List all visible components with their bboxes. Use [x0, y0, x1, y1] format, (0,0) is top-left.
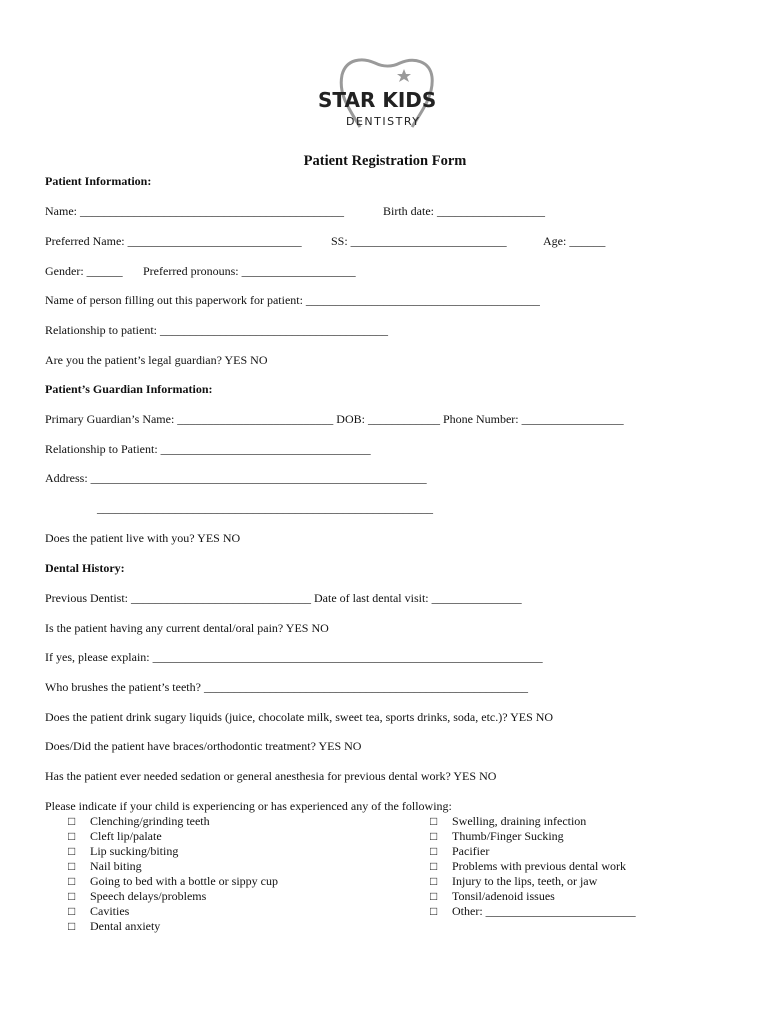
- logo-text: STAR KIDS: [318, 88, 437, 112]
- checklist-item[interactable]: [430, 874, 636, 889]
- checklist-label: Going to bed with a bottle or sippy cup: [90, 874, 278, 888]
- checklist-label: Problems with previous dental work: [452, 859, 626, 873]
- checklist-item[interactable]: [430, 829, 636, 844]
- checklist-item[interactable]: [68, 919, 278, 934]
- form-title: Patient Registration Form: [303, 153, 467, 169]
- checklist-label: Lip sucking/biting: [90, 844, 179, 858]
- checkbox-icon[interactable]: □: [430, 844, 438, 858]
- checklist-item[interactable]: [430, 859, 636, 874]
- checklist-label: Cleft lip/palate: [90, 829, 162, 843]
- section-dental-history: Dental History:: [45, 561, 125, 575]
- checklist-label: Speech delays/problems: [90, 889, 207, 903]
- checkbox-icon[interactable]: □: [430, 874, 438, 888]
- birth-date-field[interactable]: Birth date: __________________: [383, 204, 545, 218]
- live-with-question[interactable]: Does the patient live with you? YES NO: [45, 531, 241, 545]
- legal-guardian-question[interactable]: Are you the patient’s legal guardian? YES NO: [45, 353, 268, 367]
- sugary-question[interactable]: Does the patient drink sugary liquids (juice, chocolate milk, sweet tea, sports drinks, soda, etc.)? YES NO: [45, 710, 554, 724]
- address-field[interactable]: Address: ________________________________________________________: [45, 471, 427, 485]
- checklist-label: Clenching/grinding teeth: [90, 814, 210, 828]
- checkbox-icon[interactable]: □: [68, 814, 76, 828]
- logo-subtext: DENTISTRY: [346, 115, 421, 128]
- checklist-label: Tonsil/adenoid issues: [452, 889, 555, 903]
- checklist-item[interactable]: [68, 874, 278, 889]
- checklist-item[interactable]: [430, 844, 636, 859]
- checklist-item[interactable]: [68, 844, 278, 859]
- indicate-instruction: Please indicate if your child is experiencing or has experienced any of the following:: [45, 799, 452, 813]
- checkbox-icon[interactable]: □: [68, 829, 76, 843]
- checklist-item[interactable]: [68, 814, 278, 829]
- checkbox-icon[interactable]: □: [68, 844, 76, 858]
- name-field[interactable]: Name: ____________________________________________: [45, 204, 344, 218]
- checkbox-icon[interactable]: □: [430, 814, 438, 828]
- checklist-item[interactable]: [430, 814, 636, 829]
- relationship-field[interactable]: Relationship to patient: ______________________________________: [45, 323, 388, 337]
- section-patient-info: Patient Information:: [45, 174, 152, 188]
- gender-field[interactable]: Gender: ______: [45, 264, 123, 278]
- checkbox-icon[interactable]: □: [68, 889, 76, 903]
- braces-question[interactable]: Does/Did the patient have braces/orthodontic treatment? YES NO: [45, 739, 362, 753]
- preferred-name-field[interactable]: Preferred Name: _____________________________: [45, 234, 302, 248]
- checklist-label: Swelling, draining infection: [452, 814, 587, 828]
- checklist-left: [68, 814, 278, 934]
- checklist-right: [430, 814, 636, 919]
- section-guardian-info: Patient’s Guardian Information:: [45, 382, 213, 396]
- address-line-2[interactable]: ________________________________________________________: [97, 501, 433, 515]
- checklist-item[interactable]: [68, 889, 278, 904]
- sedation-question[interactable]: Has the patient ever needed sedation or general anesthesia for previous dental work? YES NO: [45, 769, 497, 783]
- checklist-label: Dental anxiety: [90, 919, 161, 933]
- checklist-item[interactable]: [68, 829, 278, 844]
- checklist-item[interactable]: [430, 904, 636, 919]
- checkbox-icon[interactable]: □: [430, 904, 438, 918]
- checkbox-icon[interactable]: □: [430, 859, 438, 873]
- checkbox-icon[interactable]: □: [68, 859, 76, 873]
- checklist-label: Nail biting: [90, 859, 142, 873]
- checkbox-icon[interactable]: □: [68, 874, 76, 888]
- checklist-item[interactable]: [68, 904, 278, 919]
- checkbox-icon[interactable]: □: [430, 829, 438, 843]
- checkbox-icon[interactable]: □: [68, 904, 76, 918]
- pronouns-field[interactable]: Preferred pronouns: ___________________: [143, 264, 356, 278]
- checkbox-icon[interactable]: □: [430, 889, 438, 903]
- checklist-item[interactable]: [430, 889, 636, 904]
- checkbox-icon[interactable]: □: [68, 919, 76, 933]
- checklist-label: Other: _________________________: [452, 904, 636, 918]
- checklist-label: Thumb/Finger Sucking: [452, 829, 564, 843]
- relationship-to-patient-field[interactable]: Relationship to Patient: ___________________________________: [45, 442, 371, 456]
- age-field[interactable]: Age: ______: [543, 234, 606, 248]
- previous-dentist-field[interactable]: Previous Dentist: ______________________________ Date of last dental visit: _______________: [45, 591, 522, 605]
- primary-guardian-field[interactable]: Primary Guardian’s Name: __________________________ DOB: ____________ Phone Number: _________________: [45, 412, 624, 426]
- star-kids-logo: [300, 55, 475, 135]
- pain-question[interactable]: Is the patient having any current dental/oral pain? YES NO: [45, 621, 329, 635]
- checklist-label: Pacifier: [452, 844, 490, 858]
- brushes-field[interactable]: Who brushes the patient’s teeth? ______________________________________________________: [45, 680, 528, 694]
- filler-name-field[interactable]: Name of person filling out this paperwork for patient: _______________________________________: [45, 293, 540, 307]
- tooth-logo-icon: [300, 55, 475, 135]
- ss-field[interactable]: SS: __________________________: [331, 234, 507, 248]
- explain-field[interactable]: If yes, please explain: _________________________________________________________________: [45, 650, 543, 664]
- checklist-label: Injury to the lips, teeth, or jaw: [452, 874, 598, 888]
- checklist-item[interactable]: [68, 859, 278, 874]
- checklist-label: Cavities: [90, 904, 130, 918]
